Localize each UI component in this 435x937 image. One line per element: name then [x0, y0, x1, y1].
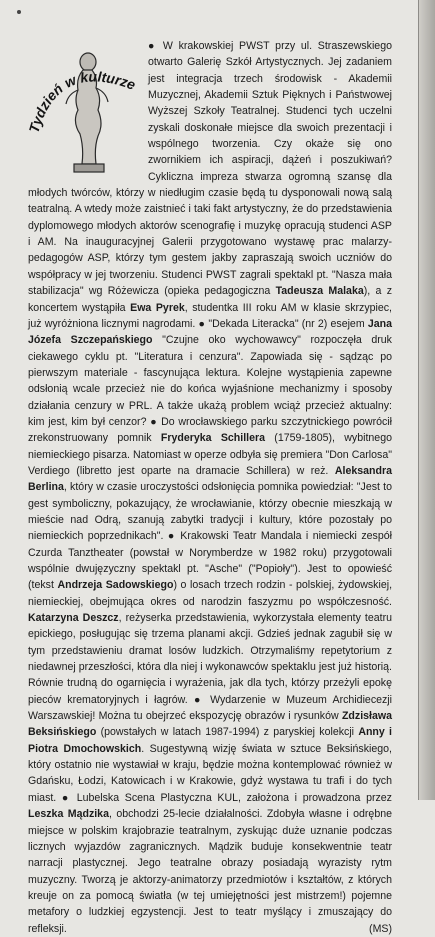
page-edge: [419, 0, 435, 800]
bold-name: Tadeusza Malaka: [275, 285, 364, 298]
bullet-marker: ●: [198, 317, 206, 330]
corner-dot: [17, 10, 21, 14]
text-run: Wydarzenie w Muzeum Archidiecezji Warszawskiej! Można tu obejrzeć ekspozycję obrazów i rysunków: [28, 693, 393, 723]
text-run: (powstałych w latach 1987-1994) z paryskiej kolekcji: [96, 726, 359, 739]
page-fold-line: [418, 0, 419, 800]
text-run: . Sugestywną wizję świata w sztuce Beksińskiego, który ostatnio nie wystawiał w kraju, będzie można kontemplować również w Gdańsku, Łodzi, Katowicach i w Krakowie, gdyż wystawa tu trafi i do tych miast.: [28, 742, 392, 804]
bold-name: Anny i Piotra Dmochowskich: [28, 726, 393, 755]
text-run: "Czujne oko wychowawcy" rozpoczęła druk ciekawego cyklu pt. "Literatura i cenzura". Zapowiada się - sądząc po pierwszym materiale - fascynująca lektura. Kolejne wystąpienia zapewne odsłonią wcale przecież nie do końca wyjaśnione mechanizmy i sposoby działania cenzury w PRL. A także ukażą problem wciąż przecież aktualny: kim jest, kim był cenzor?: [28, 334, 392, 428]
bullet-marker: ●: [150, 415, 158, 428]
text-run: , obchodzi 25-lecie działalności. Zdobyła własne i odrębne miejsce w polskim krajobrazie teatralnym, zyskując duże uznanie podczas licznych wyjazdów zagranicznych. Mądzik buduje konsekwentnie teatr narracji plastycznej. Jego teatralne obrazy posiadają wyrazisty rytm muzyczny. Tworzą je aktorzy-animatorzy przedmiotów i kształtów, z których kreuje on za pomocą światła (w tej umiejętności jest mistrzem!) pojemne metafory o ludzkiej egzystencji. Jest to teatr myślący i zmuszający do refleksji.: [28, 808, 393, 935]
text-run: , który w czasie uroczystości odsłonięcia pomnika powiedział: "Jest to gest symboliczny, pokazujący, że wrocławianie, którzy obecnie mieszkają w mieście nad Odrą, szanują zabytki tradycji i kultury, które pozostały po niemieckich poprzednikach".: [28, 481, 392, 543]
bullet-marker: ●: [61, 791, 72, 804]
bullet-marker: ●: [167, 530, 176, 543]
bullet-marker: ●: [148, 40, 158, 52]
section-logo-text: ydzień w kulturze: [28, 68, 138, 128]
text-run: ), a z koncertem wystąpiła: [28, 285, 393, 314]
bold-name: Zdzisława Beksińskiego: [28, 710, 392, 739]
bold-name: Ewa Pyrek: [130, 301, 185, 314]
text-run: "Dekada Literacka" (nr 2) esejem: [205, 317, 368, 330]
signature: (MS): [369, 922, 392, 935]
bold-name: Katarzyna Deszcz: [28, 612, 119, 625]
text-run: W krakowskiej PWST przy ul. Straszewskiego otwarto Galerię Szkół Artystycznych. Jej zadaniem jest integracja trzech środowisk - Akademii Muzycznej, Akademii Sztuk Pięknych i Państwowej Wyższej Szkoły Teatralnej. Studenci tych uczelni zyskali doskonałe miejsce dla swoich prezentacji i wspólnego tworzenia. Czy okaże się ono zwornikiem ich aspiracji, dążeń i poszukiwań? Cykliczna impreza stwarza ogromną szansę dla młodych twórców, którzy w niedługim czasie będą tu dysponowali nową salą teatralną. A wtedy może zaistnieć i taki fakt artystyczny, że do przedstawienia dyplomowego młodych aktorów scenografię i muzykę opracują studenci ASP i AM. Na inauguracyjnej Galerii przygotowano wystawę prac malarzy-pedagogów ASP, którzy tym gestem jakby zapraszają swoich uczniów do współpracy w jej tworzeniu. Studenci PWST zagrali spektakl pt. "Nasza mała stabilizacja" wg Różewicza (opieka pedagogiczna: [28, 40, 392, 298]
bold-name: Leszka Mądzika: [28, 808, 109, 821]
bold-name: Andrzeja Sadowskiego: [57, 579, 174, 592]
text-run: ) o losach trzech rodzin - polskiej, żydowskiej, niemieckiej, obejmująca okres od narodzin faszyzmu po współczesność.: [28, 579, 393, 608]
section-logo: [28, 38, 148, 178]
bullet-marker: ●: [193, 693, 204, 706]
article-body: [28, 38, 393, 935]
text-run: Do wrocławskiego parku szczytnickiego powrócił zrekonstruowany pomnik: [28, 415, 393, 445]
text-run: Krakowski Teatr Mandala i niemiecki zespół Czurda Tanztheater (powstał w Norymberdze w 1982 roku) przygotowali wspólnie dwujęzyczny spektakl pt. "Asche" ("Popioły"). Jest to opowieść (tekst: [28, 530, 392, 592]
text-run: (1759-1805), wybitnego niemieckiego pisarza. Natomiast w operze odbyła się premiera "Don Carlosa" Verdiego (libretto jest oparte na dramacie Schillera) w reż.: [28, 432, 392, 477]
bold-name: Aleksandra Berlina: [28, 464, 392, 494]
text-run: Lubelska Scena Plastyczna KUL, założona i prowadzona przez: [71, 791, 392, 804]
text-run: , studentka III roku AM w klasie skrzypiec, już wyróżniona licznymi nagrodami.: [28, 301, 392, 330]
text-run: , reżyserka przedstawienia, wykorzystała elementy teatru epickiego, posługując się trzema planami akcji. Gdzieś jednak zagubił się w tym przedstawieniu dramat losów ludzkich. Otrzymaliśmy repetytorium z niedawnej przeszłości, która dla niej i wykonawców spektaklu jest już historią. Równie trudną do ogarnięcia i wyrażenia, jak dla tych, którzy przeżyli epokę pieców krematoryjnych i łagrów.: [28, 612, 392, 706]
bold-name: Fryderyka Schillera: [160, 432, 265, 445]
bold-name: Jana Józefa Szczepańskiego: [28, 317, 392, 347]
